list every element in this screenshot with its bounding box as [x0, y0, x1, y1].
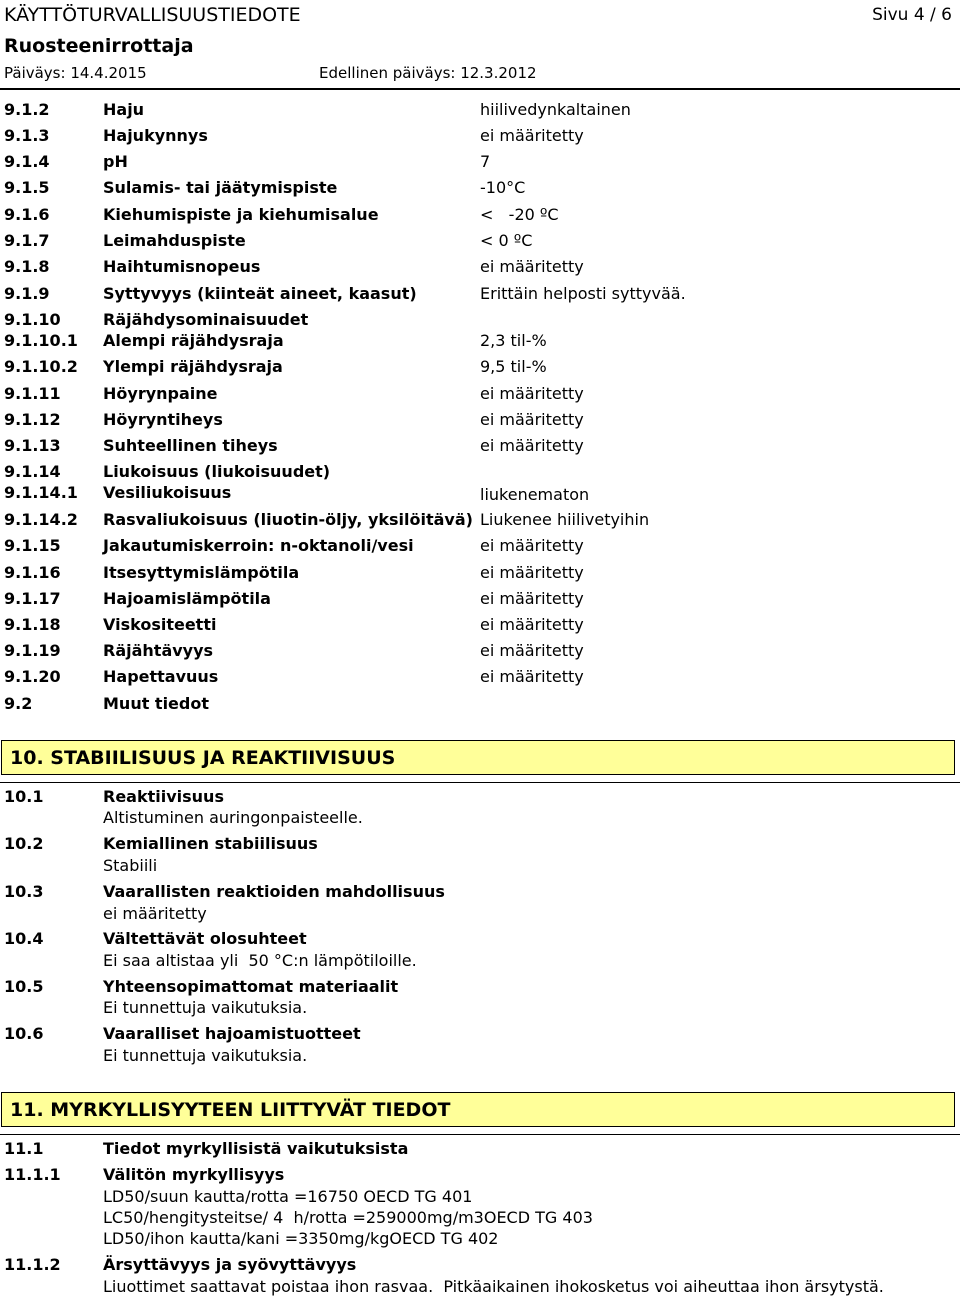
property-label: Liukoisuus (liukoisuudet)	[103, 462, 331, 481]
property-number: 9.1.14	[4, 462, 61, 481]
item-text: Ei tunnettuja vaikutuksia.	[103, 1046, 308, 1065]
property-label: Sulamis- tai jäätymispiste	[103, 178, 338, 197]
property-number: 9.1.18	[4, 615, 61, 634]
item-label: Kemiallinen stabiilisuus	[103, 834, 318, 853]
item-number: 10.4	[4, 929, 44, 948]
property-label: Suhteellinen tiheys	[103, 436, 278, 455]
item-label: Yhteensopimattomat materiaalit	[103, 977, 399, 996]
item-label: Tiedot myrkyllisistä vaikutuksista	[103, 1139, 409, 1158]
property-value: ei määritetty	[480, 641, 584, 660]
property-value: ei määritetty	[480, 589, 584, 608]
property-value: ei määritetty	[480, 384, 584, 403]
item-text: LD50/suun kautta/rotta =16750 OECD TG 401	[103, 1187, 473, 1206]
property-number: 9.1.9	[4, 284, 50, 303]
property-label: Höyrynpaine	[103, 384, 218, 403]
item-text: LD50/ihon kautta/kani =3350mg/kgOECD TG 402	[103, 1229, 499, 1248]
property-value: ei määritetty	[480, 126, 584, 145]
property-number: 9.1.20	[4, 667, 61, 686]
item-number: 10.3	[4, 882, 44, 901]
item-label: Vaaralliset hajoamistuotteet	[103, 1024, 361, 1043]
item-number: 10.5	[4, 977, 44, 996]
property-label: Höyryntiheys	[103, 410, 223, 429]
property-label: Hajoamislämpötila	[103, 589, 271, 608]
property-value: Erittäin helposti syttyvää.	[480, 284, 686, 303]
property-number: 9.1.11	[4, 384, 61, 403]
property-number: 9.1.8	[4, 257, 50, 276]
property-number: 9.1.14.1	[4, 483, 78, 502]
item-number: 10.2	[4, 834, 44, 853]
item-text: Stabiili	[103, 856, 158, 875]
property-number: 9.1.13	[4, 436, 61, 455]
property-label: Muut tiedot	[103, 694, 209, 713]
property-number: 9.1.2	[4, 100, 50, 119]
property-number: 9.1.5	[4, 178, 50, 197]
item-label: Reaktiivisuus	[103, 787, 224, 806]
property-value: ei määritetty	[480, 667, 584, 686]
property-value: < 0 ºC	[480, 231, 533, 250]
property-number: 9.1.10.2	[4, 357, 78, 376]
property-label: Haju	[103, 100, 145, 119]
property-number: 9.1.15	[4, 536, 61, 555]
item-number: 11.1.2	[4, 1255, 61, 1274]
property-value: hiilivedynkaltainen	[480, 100, 631, 119]
property-number: 9.1.3	[4, 126, 50, 145]
property-label: Hapettavuus	[103, 667, 219, 686]
property-value: < -20 ºC	[480, 205, 559, 224]
property-value: ei määritetty	[480, 257, 584, 276]
property-label: pH	[103, 152, 128, 171]
property-number: 9.1.19	[4, 641, 61, 660]
property-label: Rasvaliukoisuus (liuotin-öljy, yksilöitävä)	[103, 510, 473, 529]
previous-date: Edellinen päiväys: 12.3.2012	[319, 64, 537, 82]
property-number: 9.1.12	[4, 410, 61, 429]
property-label: Ylempi räjähdysraja	[103, 357, 283, 376]
property-value: 9,5 til-%	[480, 357, 547, 376]
property-label: Alempi räjähdysraja	[103, 331, 284, 350]
property-number: 9.1.10.1	[4, 331, 78, 350]
item-text: Altistuminen auringonpaisteelle.	[103, 808, 363, 827]
property-value: -10°C	[480, 178, 526, 197]
item-text: Ei tunnettuja vaikutuksia.	[103, 998, 308, 1017]
property-value: liukenematon	[480, 485, 590, 504]
property-label: Leimahduspiste	[103, 231, 246, 250]
property-label: Hajukynnys	[103, 126, 208, 145]
item-label: Ärsyttävyys ja syövyttävyys	[103, 1255, 357, 1274]
property-value: ei määritetty	[480, 410, 584, 429]
issue-date: Päiväys: 14.4.2015	[4, 64, 147, 82]
property-number: 9.1.6	[4, 205, 50, 224]
property-value: 7	[480, 152, 491, 171]
product-name: Ruosteenirrottaja	[4, 35, 194, 57]
property-value: ei määritetty	[480, 563, 584, 582]
property-value: Liukenee hiilivetyihin	[480, 510, 650, 529]
item-number: 10.1	[4, 787, 44, 806]
property-number: 9.1.7	[4, 231, 50, 250]
property-label: Viskositeetti	[103, 615, 217, 634]
property-label: Räjähtävyys	[103, 641, 214, 660]
property-number: 9.2	[4, 694, 33, 713]
item-text: Ei saa altistaa yli 50 °C:n lämpötiloille.	[103, 951, 417, 970]
property-number: 9.1.16	[4, 563, 61, 582]
document-type: KÄYTTÖTURVALLISUUSTIEDOTE	[4, 4, 301, 26]
section-10-heading: 10. STABIILISUUS JA REAKTIIVISUUS	[1, 740, 955, 775]
item-number: 11.1.1	[4, 1165, 61, 1184]
section-divider	[0, 1134, 960, 1135]
property-number: 9.1.14.2	[4, 510, 78, 529]
property-label: Syttyvyys (kiinteät aineet, kaasut)	[103, 284, 417, 303]
item-label: Välitön myrkyllisyys	[103, 1165, 285, 1184]
section-11-heading: 11. MYRKYLLISYYTEEN LIITTYVÄT TIEDOT	[1, 1092, 955, 1127]
header-divider	[0, 88, 960, 90]
property-label: Itsesyttymislämpötila	[103, 563, 300, 582]
page-number: Sivu 4 / 6	[872, 5, 952, 25]
property-value: ei määritetty	[480, 536, 584, 555]
item-number: 11.1	[4, 1139, 44, 1158]
property-value: 2,3 til-%	[480, 331, 547, 350]
item-number: 10.6	[4, 1024, 44, 1043]
property-label: Räjähdysominaisuudet	[103, 310, 309, 329]
item-text: ei määritetty	[103, 904, 207, 923]
item-label: Vaarallisten reaktioiden mahdollisuus	[103, 882, 445, 901]
property-number: 9.1.4	[4, 152, 50, 171]
property-label: Vesiliukoisuus	[103, 483, 232, 502]
item-text: LC50/hengitysteitse/ 4 h/rotta =259000mg/m3OECD TG 403	[103, 1208, 593, 1227]
property-label: Haihtumisnopeus	[103, 257, 261, 276]
property-label: Kiehumispiste ja kiehumisalue	[103, 205, 379, 224]
section-divider	[0, 782, 960, 783]
property-value: ei määritetty	[480, 615, 584, 634]
property-label: Jakautumiskerroin: n-oktanoli/vesi	[103, 536, 414, 555]
property-number: 9.1.17	[4, 589, 61, 608]
item-label: Vältettävät olosuhteet	[103, 929, 307, 948]
item-text: Liuottimet saattavat poistaa ihon rasvaa. Pitkäaikainen ihokosketus voi aiheuttaa ihon ärsytystä.	[103, 1277, 884, 1296]
property-number: 9.1.10	[4, 310, 61, 329]
property-value: ei määritetty	[480, 436, 584, 455]
